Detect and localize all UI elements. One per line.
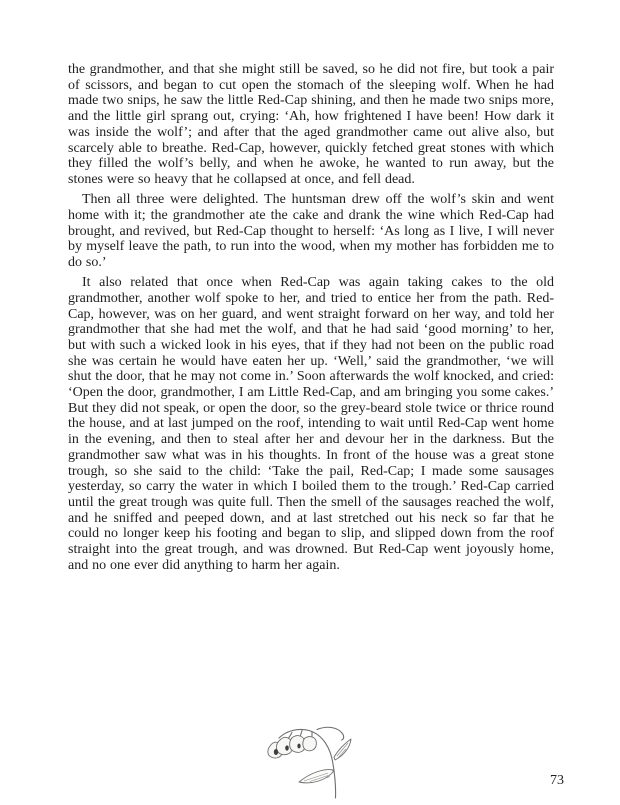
story-paragraph-2: Then all three were delighted. The huntsman drew off the wolf’s skin and went home with it; the grandmother ate the cake and drank the wine which Red-Cap had brought, and revived, but Red-Cap thought to herself: ‘As long as I live, I will never by myself leave the path, to run into the wood, when my mother has forbidden me to do so.’ [68,192,554,270]
story-text-block [68,62,554,574]
page-number: 73 [550,773,564,788]
story-paragraph-1: the grandmother, and that she might still be saved, so he did not fire, but took a pair of scissors, and began to cut open the stomach of the sleeping wolf. When he had made two snips, he saw the little Red-Cap shining, and then he made two snips more, and the little girl sprang out, crying: ‘Ah, how frightened I have been! How dark it was inside the wolf’; and after that the aged grandmother came out alive also, but scarcely able to breathe. Red-Cap, however, quickly fetched great stones with which they filled the wolf’s belly, and when he awoke, he wanted to run away, but the stones were so heavy that he collapsed at once, and fell dead. [68,62,554,187]
flower-sketch-illustration [262,724,354,800]
story-paragraph-3: It also related that once when Red-Cap was again taking cakes to the old grandmother, another wolf spoke to her, and tried to entice her from the path. Red-Cap, however, was on her guard, and went straight forward on her way, and told her grandmother that she had met the wolf, and that he had said ‘good morning’ to her, but with such a wicked look in his eyes, that if they had not been on the public road she was certain he would have eaten her up. ‘Well,’ said the grandmother, ‘we will shut the door, that he may not come in.’ Soon afterwards the wolf knocked, and cried: ‘Open the door, grandmother, I am Little Red-Cap, and am bringing you some cakes.’ But they did not speak, or open the door, so the grey-beard stole twice or thrice round the house, and at last jumped on the roof, intending to wait until Red-Cap went home in the evening, and then to steal after her and devour her in the darkness. But the grandmother saw what was in his thoughts. In front of the house was a great stone trough, so she said to the child: ‘Take the pail, Red-Cap; I made some sausages yesterday, so carry the water in which I boiled them to the trough.’ Red-Cap carried until the great trough was quite full. Then the smell of the sausages reached the wolf, and he sniffed and peeped down, and at last stretched out his neck so far that he could no longer keep his footing and began to slip, and slipped down from the roof straight into the great trough, and was drowned. But Red-Cap went joyously home, and no one ever did anything to harm her again. [68,275,554,573]
